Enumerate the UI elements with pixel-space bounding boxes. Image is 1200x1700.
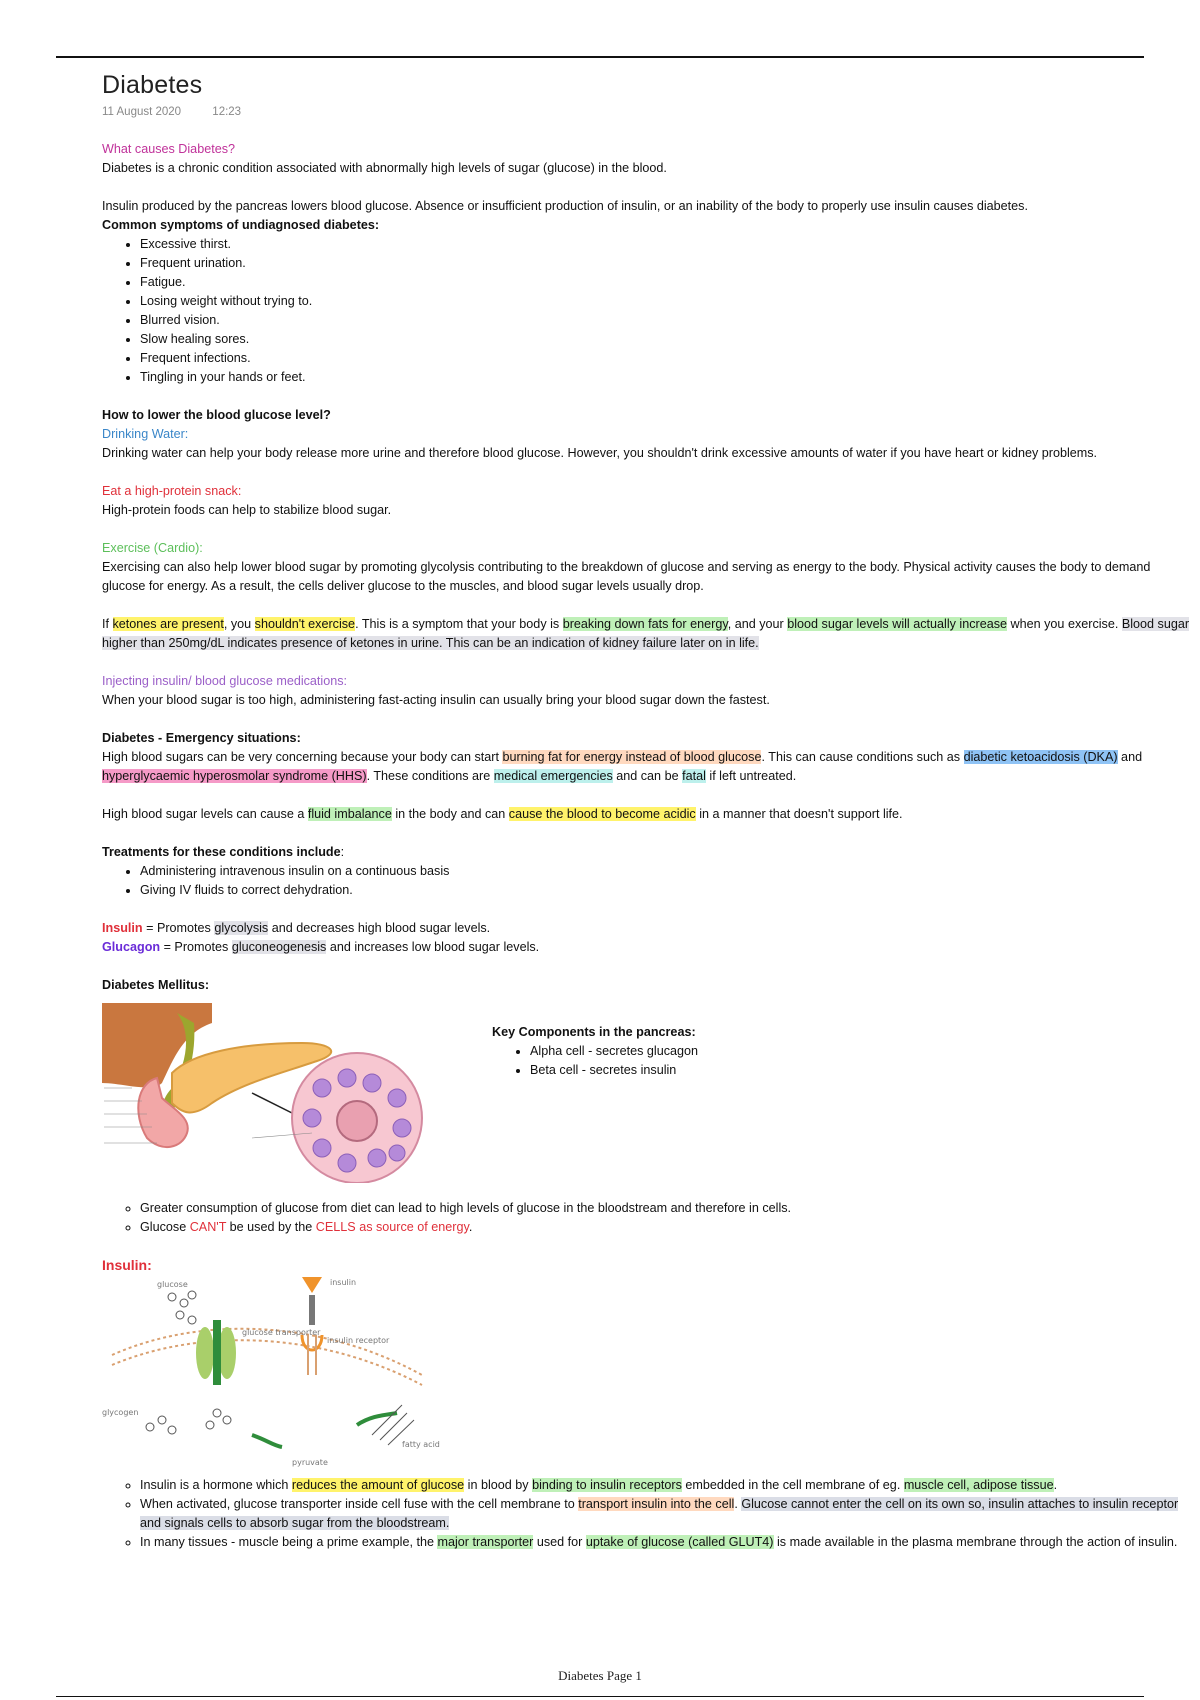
insulin-med-text: When your blood sugar is too high, administering fast-acting insulin can usually bring your blood sugar down the fastest. [102,693,770,707]
pancreas-diagram [102,1003,432,1183]
list-item: • Beta cell - secretes insulin [530,1061,698,1080]
page-date: 11 August 2020 [102,106,182,118]
list-item: • Administering intravenous insulin on a continuous basis [140,862,1192,881]
highlight: Blood sugar higher than 250mg/dL indicates presence of ketones in urine. This can be an indication of kidney failure later on in life. [102,617,1190,650]
receptor-label: insulin receptor [327,1336,390,1345]
glycogen-label: glycogen [102,1408,139,1417]
highlight: binding to insulin receptors [532,1478,682,1492]
list-item: • Frequent urination. [140,254,1192,273]
glucose-label: glucose [157,1280,188,1289]
note-page [102,72,1192,1552]
highlight: fatal [682,769,706,783]
highlight: blood sugar levels will actually increase [787,617,1008,631]
emergency-paragraph: High blood sugars can be very concerning because your body can start burning fat for energy instead of blood glucose. This can cause conditions such as diabetic ketoacidosis (DKA) and hyperglycaemic hyperosmolar syndrome (HHS). These conditions are medical emergencies and can be fatal if left untreated. [102,750,1143,783]
highlight: hyperglycaemic hyperosmolar syndrome (HHS) [102,769,367,783]
highlight: fluid imbalance [307,807,392,821]
lower-heading: How to lower the blood glucose level? [102,408,331,422]
page-title: Diabetes [102,71,203,99]
mellitus-heading: Diabetes Mellitus: [102,978,210,992]
treatments-list [102,862,1192,900]
list-item: • Frequent infections. [140,349,1192,368]
highlight: glycolysis [214,921,269,935]
treatments-heading: Treatments for these conditions include: [102,845,345,859]
list-item: • Losing weight without trying to. [140,292,1192,311]
insulin-heading: Insulin: [102,1257,152,1273]
page-footer: Diabetes Page 1 [558,1668,642,1683]
list-item: • Tingling in your hands or feet. [140,368,1192,387]
list-item: • Fatigue. [140,273,1192,292]
highlight: shouldn't exercise [254,617,356,631]
highlight: burning fat for energy instead of blood glucose [502,750,762,764]
page-time: 12:23 [212,106,242,118]
list-item: • Giving IV fluids to correct dehydration. [140,881,1192,900]
insulin-med-heading: Injecting insulin/ blood glucose medications: [102,674,348,688]
mellitus-bullets [102,1199,1192,1237]
exercise-text: Exercising can also help lower blood sugar by promoting glycolysis contributing to the breakdown of glucose and serving as energy to the body. Physical activity causes the body to demand glucose for energy. As a result, the cells deliver glucose to the muscles, and blood sugar levels usually drop. [102,560,1151,593]
exercise-heading: Exercise (Cardio): [102,541,203,555]
symptoms-heading: Common symptoms of undiagnosed diabetes: [102,218,380,232]
highlight: reduces the amount of glucose [291,1478,465,1492]
causes-heading: What causes Diabetes? [102,142,236,156]
key-components [492,1023,698,1080]
highlight: major transporter [437,1535,534,1549]
list-item: • Alpha cell - secretes glucagon [530,1042,698,1061]
highlight: gluconeogenesis [231,940,327,954]
causes-text-2: Insulin produced by the pancreas lowers blood glucose. Absence or insufficient production of insulin, or an inability of the body to properly use insulin causes diabetes. [102,199,1028,213]
highlight: uptake of glucose (called GLUT4) [585,1535,774,1549]
insulin-bullets [102,1476,1192,1552]
list-item: ◦ Insulin is a hormone which reduces the amount of glucose in blood by binding to insulin receptors embedded in the cell membrane of eg. muscle cell, adipose tissue. [140,1476,1192,1495]
insulin-diagram [102,1275,442,1470]
protein-heading: Eat a high-protein snack: [102,484,242,498]
key-components-list [492,1042,698,1080]
list-item: • Excessive thirst. [140,235,1192,254]
list-item: ◦ Greater consumption of glucose from diet can lead to high levels of glucose in the bloodstream and therefore in cells. [140,1199,1192,1218]
fatty-acid-label: fatty acid [402,1440,440,1449]
insulin-definition: Insulin = Promotes glycolysis and decreases high blood sugar levels. [102,921,491,935]
list-item: • Slow healing sores. [140,330,1192,349]
list-item: • Blurred vision. [140,311,1192,330]
list-item: ◦ In many tissues - muscle being a prime example, the major transporter used for uptake of glucose (called GLUT4) is made available in the plasma membrane through the action of insulin. [140,1533,1192,1552]
causes-text-1: Diabetes is a chronic condition associated with abnormally high levels of sugar (glucose) in the blood. [102,161,667,175]
list-item: ◦ Glucose CAN'T be used by the CELLS as source of energy. [140,1218,1192,1237]
highlight: muscle cell, adipose tissue [903,1478,1054,1492]
page-meta [102,103,1192,122]
protein-text: High-protein foods can help to stabilize blood sugar. [102,503,392,517]
highlight: transport insulin into the cell [578,1497,735,1511]
highlight: medical emergencies [493,769,613,783]
insulin-label: insulin [330,1278,357,1287]
symptoms-list [102,235,1192,387]
ketone-paragraph: If ketones are present, you shouldn't exercise. This is a symptom that your body is breaking down fats for energy, and your blood sugar levels will actually increase when you exercise. Blood sugar higher than 250mg/dL indicates presence of ketones in urine. This can be an indication of kidney failure later on in life. [102,617,1190,650]
highlight: ketones are present [112,617,224,631]
emergency-paragraph-2: High blood sugar levels can cause a fluid imbalance in the body and can cause the blood to become acidic in a manner that doesn't support life. [102,807,903,821]
pancreas-figure-row [102,1003,1192,1183]
bottom-rule [56,1696,1144,1697]
glucagon-definition: Glucagon = Promotes gluconeogenesis and increases low blood sugar levels. [102,940,540,954]
pyruvate-label: pyruvate [292,1458,328,1467]
highlight: cause the blood to become acidic [508,807,696,821]
transporter-label: glucose transporter [242,1328,321,1337]
water-text: Drinking water can help your body release more urine and therefore blood glucose. However, you shouldn't drink excessive amounts of water if you have heart or kidney problems. [102,446,1098,460]
highlight: Glucose cannot enter the cell on its own so, insulin attaches to insulin receptor and signals cells to absorb sugar from the bloodstream. [140,1497,1179,1530]
highlight: diabetic ketoacidosis (DKA) [963,750,1118,764]
list-item: ◦ When activated, glucose transporter inside cell fuse with the cell membrane to transport insulin into the cell. Glucose cannot enter the cell on its own so, insulin attaches to insulin receptor and signals cells to absorb sugar from the bloodstream. [140,1495,1192,1533]
water-heading: Drinking Water: [102,427,189,441]
key-components-heading: Key Components in the pancreas: [492,1025,696,1039]
emergency-heading: Diabetes - Emergency situations: [102,731,301,745]
top-rule [56,56,1144,58]
highlight: breaking down fats for energy [562,617,728,631]
